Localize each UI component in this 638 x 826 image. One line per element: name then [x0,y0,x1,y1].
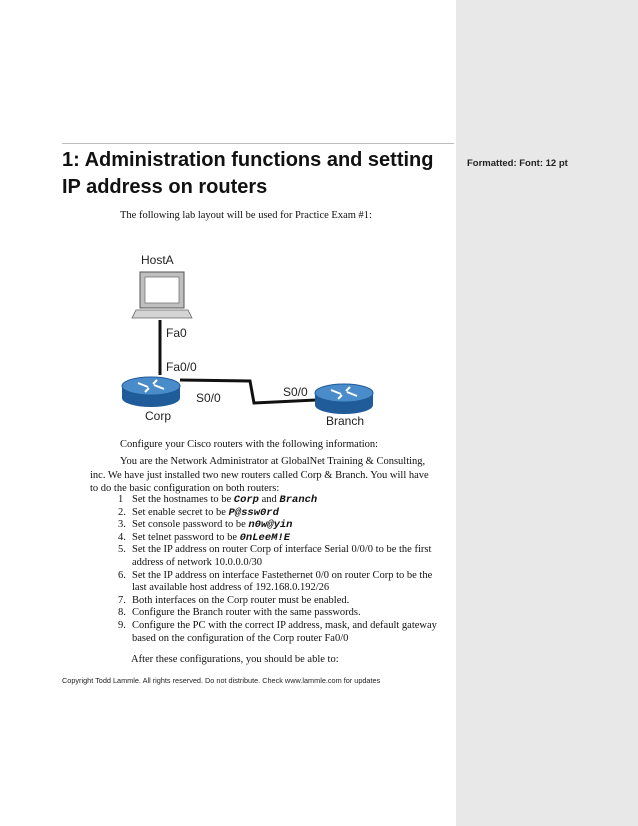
step-number: 3. [118,519,126,531]
console-password-value: n0w@yin [248,519,293,532]
corp-fa-port-label: Fa0/0 [166,360,197,374]
corp-serial-port-label: S0/0 [196,391,221,405]
corp-router-icon [122,377,180,407]
page-title: 1: Administration functions and setting IP address on routers [62,149,434,198]
config-steps [118,494,458,645]
intro-text: The following lab layout will be used for Practice Exam #1: [120,210,372,221]
step-text-continued: based on the configuration of the Corp router Fa0/0 [132,632,349,644]
step-number: 4. [118,531,126,543]
step-text-continued: last available host address of 192.168.0.192/26 [132,582,330,594]
hostname-branch: Branch [279,494,318,506]
comments-pane [456,0,638,826]
format-comment: Formatted: Font: 12 pt [467,158,568,169]
list-item [118,607,458,620]
list-item [118,570,458,595]
list-item [118,595,458,608]
step-text-continued: address of network 10.0.0.0/30 [132,556,263,568]
step-text: Set console password to be [132,519,249,531]
step-number: 1 [118,494,124,505]
list-item [118,507,458,520]
step-number: 2. [118,506,126,518]
host-port-label: Fa0 [166,326,187,340]
step-text: Both interfaces on the Corp router must be enabled. [132,594,350,606]
list-item [118,544,458,569]
branch-label: Branch [326,414,365,428]
step-number: 6. [118,569,126,581]
list-item [118,519,458,532]
scenario-line-1: You are the Network Administrator at GlobalNet Training & Consulting, [120,456,426,467]
step-number: 8. [118,607,126,619]
step-text: Configure the Branch router with the same passwords. [132,607,361,619]
branch-serial-port-label: S0/0 [283,385,308,399]
heading-rule [62,143,454,144]
network-diagram [100,240,430,430]
enable-secret-value: P@ssw0rd [228,506,279,519]
step-text-mid: and [259,494,280,505]
branch-router-icon [315,384,373,414]
list-item [118,532,458,545]
copyright-footer: Copyright Todd Lammle. All rights reserved. Do not distribute. Check www.lammle.com for updates [62,676,381,685]
scenario-paragraph [90,455,450,496]
hostname-corp: Corp [233,494,259,506]
after-text: After these configurations, you should be able to: [131,654,339,665]
computer-icon [132,272,192,318]
config-lead: Configure your Cisco routers with the following information: [120,439,379,450]
step-number: 5. [118,544,126,556]
telnet-password-value: 0nLeeM!E [239,531,291,544]
scenario-line-2: inc. We have just installed two new routers called Corp & Branch. You will have [90,469,429,481]
host-label: HostA [141,253,174,267]
corp-label: Corp [145,409,172,423]
scenario-line-3: to do the basic configuration on both routers: [90,483,280,494]
step-text: Configure the PC with the correct IP address, mask, and default gateway [132,619,437,631]
step-text: Set enable secret to be [132,506,229,518]
list-item [118,494,458,507]
step-number: 7. [118,594,126,606]
step-text: Set the hostnames to be [132,494,234,505]
list-item [118,620,458,645]
step-number: 9. [118,619,126,631]
step-text: Set the IP address on router Corp of interface Serial 0/0/0 to be the first [132,544,432,556]
step-text: Set telnet password to be [132,531,240,543]
step-text: Set the IP address on interface Fastethernet 0/0 on router Corp to be the [132,569,433,581]
